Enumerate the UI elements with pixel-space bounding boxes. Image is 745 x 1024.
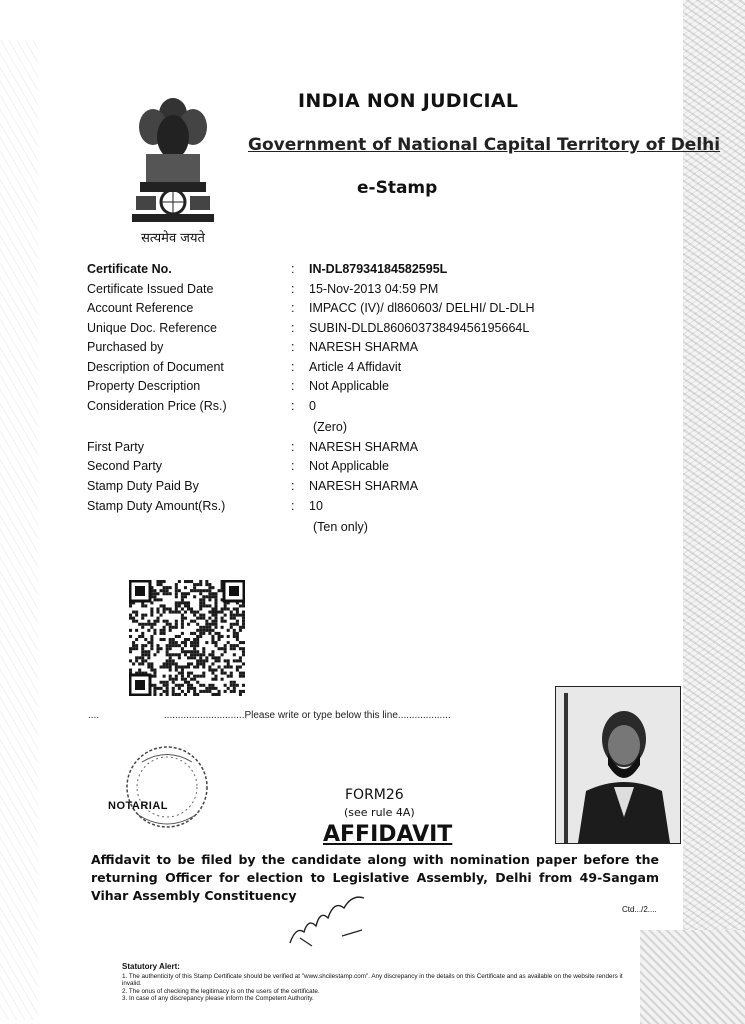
left-border-pattern — [0, 40, 38, 1020]
colon: : — [291, 479, 295, 493]
bottom-corner-pattern — [640, 930, 745, 1024]
first-party-value: NARESH SHARMA — [309, 440, 419, 454]
colon: : — [291, 360, 295, 374]
colon: : — [291, 321, 295, 335]
issued-date-value: 15-Nov-2013 04:59 PM — [309, 282, 439, 296]
colon: : — [291, 282, 295, 296]
consideration-price-words: (Zero) — [313, 420, 348, 434]
rule-reference: (see rule 4A) — [344, 806, 415, 819]
issued-date-label: Certificate Issued Date — [87, 282, 214, 296]
continued-note: Ctd.../2.... — [622, 905, 657, 914]
certificate-no-label: Certificate No. — [87, 262, 172, 276]
purchased-by-label: Purchased by — [87, 340, 164, 354]
form-number: FORM26 — [345, 787, 404, 803]
emblem-motto: सत्यमेव जयते — [141, 231, 205, 246]
statutory-alert-item: 1. The authenticity of this Stamp Certificate should be verified at "www.shcilestamp.com". Any discrepancy in the details on this Certificate and as available on the website renders it invalid. — [122, 973, 623, 988]
account-reference-value: IMPACC (IV)/ dl860603/ DELHI/ DL-DLH — [309, 301, 535, 315]
stamp-duty-paid-by-value: NARESH SHARMA — [309, 479, 419, 493]
second-party-value: Not Applicable — [309, 459, 389, 473]
statutory-alert-item: 2. The onus of checking the legitimacy is on the users of the certificate. — [122, 987, 320, 995]
colon: : — [291, 379, 295, 393]
colon: : — [291, 440, 295, 454]
colon: : — [291, 301, 295, 315]
document-title: INDIA NON JUDICIAL — [298, 90, 519, 112]
stamp-duty-amount-value: 10 — [309, 499, 323, 513]
consideration-price-value: 0 — [309, 399, 316, 413]
colon: : — [291, 459, 295, 473]
divider-text: .............................Please write or type below this line................... — [163, 710, 451, 721]
description-value: Article 4 Affidavit — [309, 360, 402, 374]
colon: : — [291, 499, 295, 513]
national-emblem-icon — [128, 92, 218, 227]
property-description-value: Not Applicable — [309, 379, 389, 393]
divider-left-dots: .... — [88, 710, 100, 721]
statutory-alert-title: Statutory Alert: — [122, 962, 180, 971]
unique-doc-reference-label: Unique Doc. Reference — [87, 321, 217, 335]
estamp-subtitle: e-Stamp — [357, 178, 438, 198]
government-title: Government of National Capital Territory of Delhi — [248, 135, 721, 155]
notary-seal-icon — [112, 742, 217, 842]
account-reference-label: Account Reference — [87, 301, 194, 315]
unique-doc-reference-value: SUBIN-DLDL86060373849456195664L — [309, 321, 530, 335]
statutory-alert-item: 3. In case of any discrepancy please inform the Competent Authority. — [122, 995, 314, 1003]
write-below-line — [88, 710, 550, 721]
stamp-duty-paid-by-label: Stamp Duty Paid By — [87, 479, 199, 493]
signature-icon — [282, 888, 372, 953]
consideration-price-label: Consideration Price (Rs.) — [87, 399, 227, 413]
second-party-label: Second Party — [87, 459, 163, 473]
stamp-duty-amount-label: Stamp Duty Amount(Rs.) — [87, 499, 226, 513]
affidavit-body: Affidavit to be filed by the candidate along with nomination paper before the returning Officer for election to Legislative Assembly, Delhi from 49-Sangam Vihar Assembly Constituency — [91, 852, 659, 903]
qr-code-icon — [129, 580, 245, 696]
colon: : — [291, 399, 295, 413]
affidavit-title: AFFIDAVIT — [323, 822, 453, 847]
property-description-label: Property Description — [87, 379, 201, 393]
certificate-no-value: IN-DL87934184582595L — [309, 262, 448, 276]
seal-text: NOTARIAL — [108, 800, 169, 812]
purchased-by-value: NARESH SHARMA — [309, 340, 419, 354]
description-label: Description of Document — [87, 360, 224, 374]
applicant-photo — [555, 686, 681, 844]
colon: : — [291, 340, 295, 354]
first-party-label: First Party — [87, 440, 144, 454]
statutory-alert — [122, 962, 642, 1003]
colon: : — [291, 262, 295, 276]
stamp-duty-amount-words: (Ten only) — [313, 520, 368, 534]
